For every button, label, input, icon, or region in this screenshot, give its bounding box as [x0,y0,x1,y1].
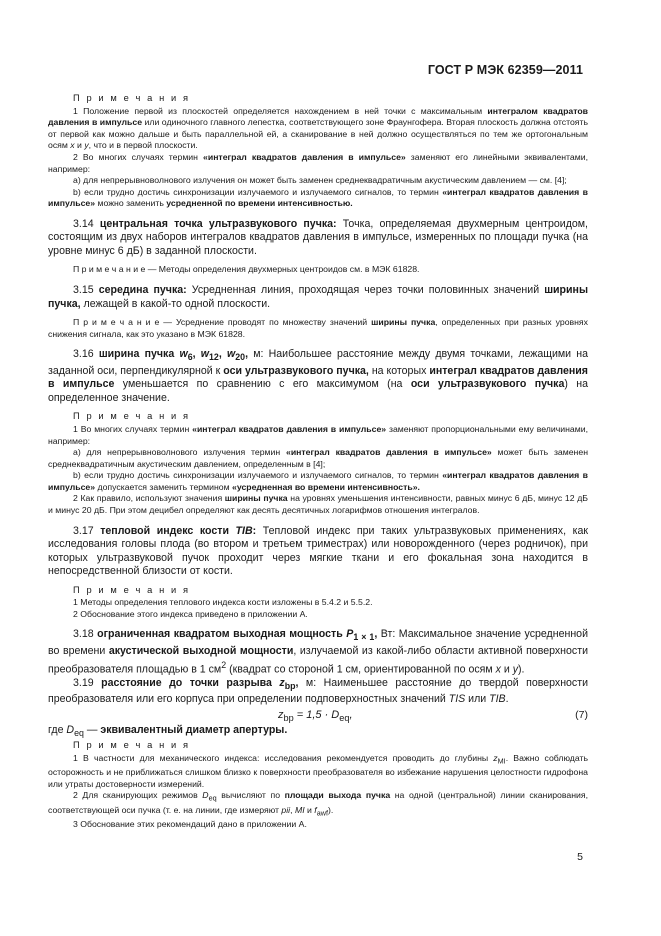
term-3-17: 3.17 тепловой индекс кости TIB: Тепловой индекс при таких ультразвуковых применениях, как исследования головы плода (во втором и третьем триместрах) или новорожденного (через родничок), при которых ультразвуковой пучок проходит через мягкие ткани и его фокальная зона находится в непосредственной близости от кости. [48,524,588,578]
notes-heading-3-19: П р и м е ч а н и я [73,740,191,751]
note-3-14: П р и м е ч а н и е — Методы определения двухмерных центроидов см. в МЭК 61828. [73,264,420,275]
term-3-14: 3.14 центральная точка ультразвукового пучка: Точка, определяемая двухмерным центроидом, состоящим из двух наборов интегралов квадратов давления в импульсе, измеренных по площади пучка (на уровне минус 6 дБ) в заданной плоскости. [48,217,589,257]
note-3-15: П р и м е ч а н и е — Усреднение проводят по множеству значений ширины пучка, определенных при разных уровнях снижения сигнала, как это указано в МЭК 61828. [48,317,588,339]
note-3-19-2: 2 Для сканирующих режимов $D_{eq}$ вычисляют по площади выхода пучка на одной (центральной) линии сканирования, соответствующей оси пучка (т. е. на линии, где измеряют pii, MI и $f_{awf}$). [48,790,589,818]
term-3-18: 3.18 ограниченная квадратом выходная мощность $P_{1 \times 1}$, Вт: Максимальное значение усредненной во времени акустической выходной мощности, излучаемой из какой-либо области активной поверхности преобразователя площадью в 1 $см^2$ (квадрат со стороной 1 см, ориентированной по осям x и y). [48,628,588,676]
notes-heading-3-16: П р и м е ч а н и я [73,411,191,422]
page-content [48,93,588,831]
note-3-19-3: 3 Обоснование этих рекомендаций дано в приложении А. [73,819,307,830]
note-3-19-1: 1 В частности для механического индекса: исследования рекомендуется проводить до глубины $z_{MI}$. Важно соблюдать осторожность и не приближаться слишком близко к поверхности преобразователя во избежание нарушения целостности гидрофона или утраты достоверности измерений. [48,752,588,789]
term-3-16: 3.16 ширина пучка $w_6$, $w_{12}$, $w_{20}$, м: Наибольшее расстояние между двумя точками, лежащими на заданной оси, перпендикулярной к оси ультразвукового пучка, на которых интеграл квадратов давления в импульсе уменьшается по сравнению с его максимумом (на оси ультразвукового пучка) на определенное значение. [48,348,589,404]
note-3-16-a: а) для непрерывноволнового излучения термин «интеграл квадратов давления в импульсе» может быть заменен среднеквадратичным акустическим давлением, определенным в [4]; [48,447,588,469]
note-2a: а) для непрерывноволнового излучения он может быть заменен среднеквадратичным акустическим давлением — см. [4]; [73,175,567,186]
note-1: 1 Положение первой из плоскостей определяется нахождением в ней точки с максимальным интегралом квадратов давления в импульсе или одиночного главного лепестка, соответствующего зоне Фраунгофера. Вторая плоскость должна отстоять от первой как можно дальше и быть параллельной ей, а сканирование в ней должно осуществляться по тем же ортогональным осям x и y, что и в первой плоскости. [48,105,588,151]
formula-expression: $z_{bp} = 1,5 \cdot D_{eq}$, [278,708,353,723]
formula-number: (7) [575,708,588,721]
term-3-15: 3.15 середина пучка: Усредненная линия, проходящая через точки половинных значений ширины пучка, лежащей в какой-то одной плоскости. [48,284,588,310]
page-number: 5 [577,851,583,863]
formula-7 [48,707,588,724]
note-2b: b) если трудно достичь синхронизации излучаемого и излучаемого сигналов, то термин «интеграл квадратов давления в импульсе» можно заменить усредненной по времени интенсивностью. [48,186,588,209]
notes-heading-3-17: П р и м е ч а н и я [73,584,191,595]
note-3-17-2: 2 Обоснование этого индекса приведено в приложении А. [73,608,308,619]
note-3-16-1: 1 Во многих случаях термин «интеграл квадратов давления в импульсе» заменяют пропорциональными ему величинами, например: [48,423,588,446]
note-3-16-2: 2 Как правило, используют значения ширины пучка на уровнях уменьшения интенсивности, равных минус 6 дБ, минус 12 дБ и минус 20 дБ. При этом децибел определяют как десять десятичных логарифмов отношения интегралов. [48,493,588,516]
note-3-17-1: 1 Методы определения теплового индекса кости изложены в 5.4.2 и 5.5.2. [73,597,373,608]
note-2: 2 Во многих случаях термин «интеграл квадратов давления в импульсе» заменяют его линейными эквивалентами, например: [48,151,588,174]
notes-heading: П р и м е ч а н и я [73,93,191,103]
formula-where: где $D_{eq}$ — эквивалентный диаметр апертуры. [48,723,288,738]
note-3-16-b: b) если трудно достичь синхронизации излучаемого и излучаемого сигналов, то термин «интеграл квадратов давления в импульсе» допускается заменить термином «усредненная во времени интенсивность». [48,470,588,492]
standard-header: ГОСТ Р МЭК 62359—2011 [427,63,583,77]
term-3-19: 3.19 расстояние до точки разрыва $z_{bp}$, м: Наименьшее расстояние до твердой поверхности преобразователя или его корпуса при определении подповерхностных значений TIS или TIB. [48,676,588,706]
